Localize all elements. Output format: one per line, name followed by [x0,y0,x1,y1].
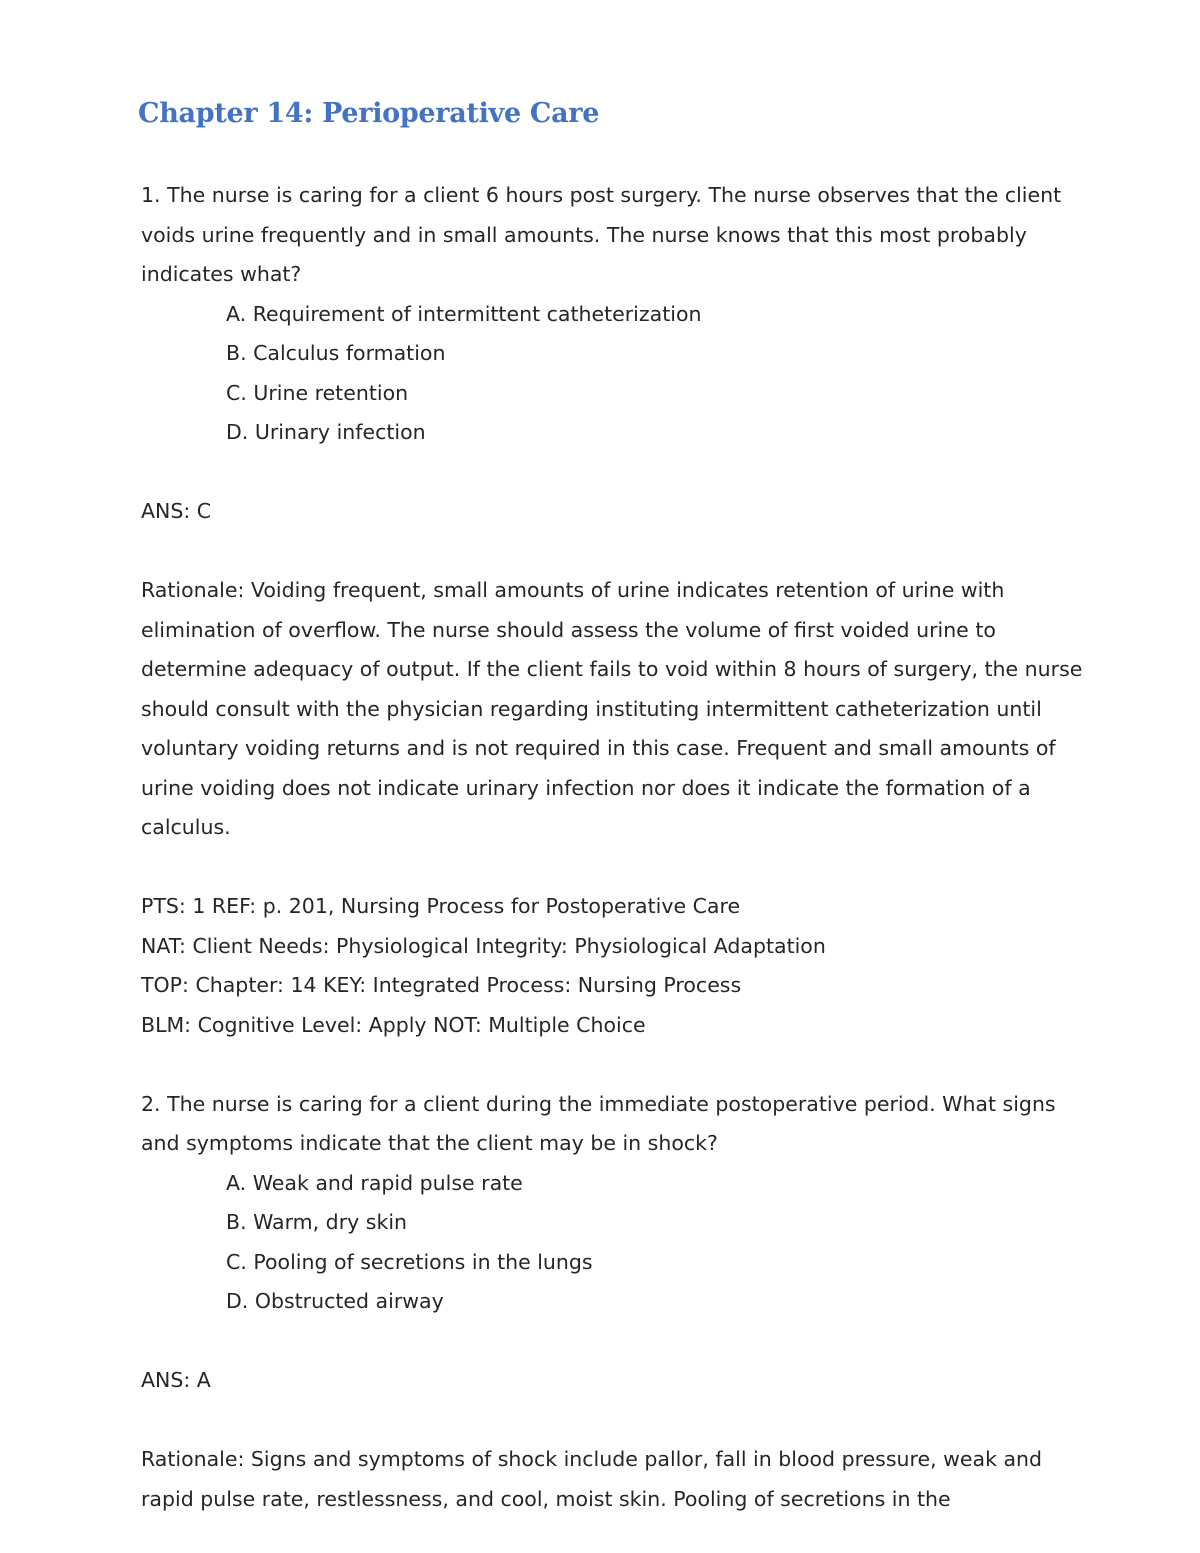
option-c: C. Pooling of secretions in the lungs [226,1249,593,1274]
meta-top: TOP: Chapter: 14 KEY: Integrated Process: Nursing Process [141,973,742,997]
option-d: D. Urinary infection [226,420,426,444]
question-1-options [141,295,1091,453]
meta-blm: BLM: Cognitive Level: Apply NOT: Multiple Choice [141,1012,646,1037]
chapter-title: Chapter 14: Perioperative Care [138,98,600,129]
document-page [138,92,1091,1519]
question-1-stem: 1. The nurse is caring for a client 6 hours post surgery. The nurse observes that the client voids urine frequently and in small amounts. The nurse knows that this most probably indicates what? [141,183,1062,286]
option-a: A. Requirement of intermittent catheterization [226,301,702,326]
question-2-stem: 2. The nurse is caring for a client during the immediate postoperative period. What signs and symptoms indicate that the client may be in shock? [141,1091,1056,1155]
question-2-rationale: Rationale: Signs and symptoms of shock include pallor, fall in blood pressure, weak and rapid pulse rate, restlessness, and cool, moist skin. Pooling of secretions in the [141,1447,1043,1511]
question-1-answer: ANS: C [141,499,212,523]
question-2-options [141,1164,1091,1322]
option-c: C. Urine retention [226,380,409,405]
option-d: D. Obstructed airway [226,1289,444,1313]
meta-nat: NAT: Client Needs: Physiological Integrity: Physiological Adaptation [141,933,826,958]
question-2-answer: ANS: A [141,1368,211,1392]
question-1-rationale: Rationale: Voiding frequent, small amounts of urine indicates retention of urine with elimination of overflow. The nurse should assess the volume of first voided urine to determine adequacy of output. If the client fails to void within 8 hours of surgery, the nurse should consult with the physician regarding instituting intermittent catheterization until voluntary voiding returns and is not required in this case. Frequent and small amounts of urine voiding does not indicate urinary infection nor does it indicate the formation of a calculus. [141,578,1083,839]
option-a: A. Weak and rapid pulse rate [226,1170,523,1195]
meta-pts: PTS: 1 REF: p. 201, Nursing Process for Postoperative Care [141,894,741,918]
option-b: B. Warm, dry skin [226,1210,408,1234]
option-b: B. Calculus formation [226,341,446,365]
question-1-meta [141,887,1091,1045]
